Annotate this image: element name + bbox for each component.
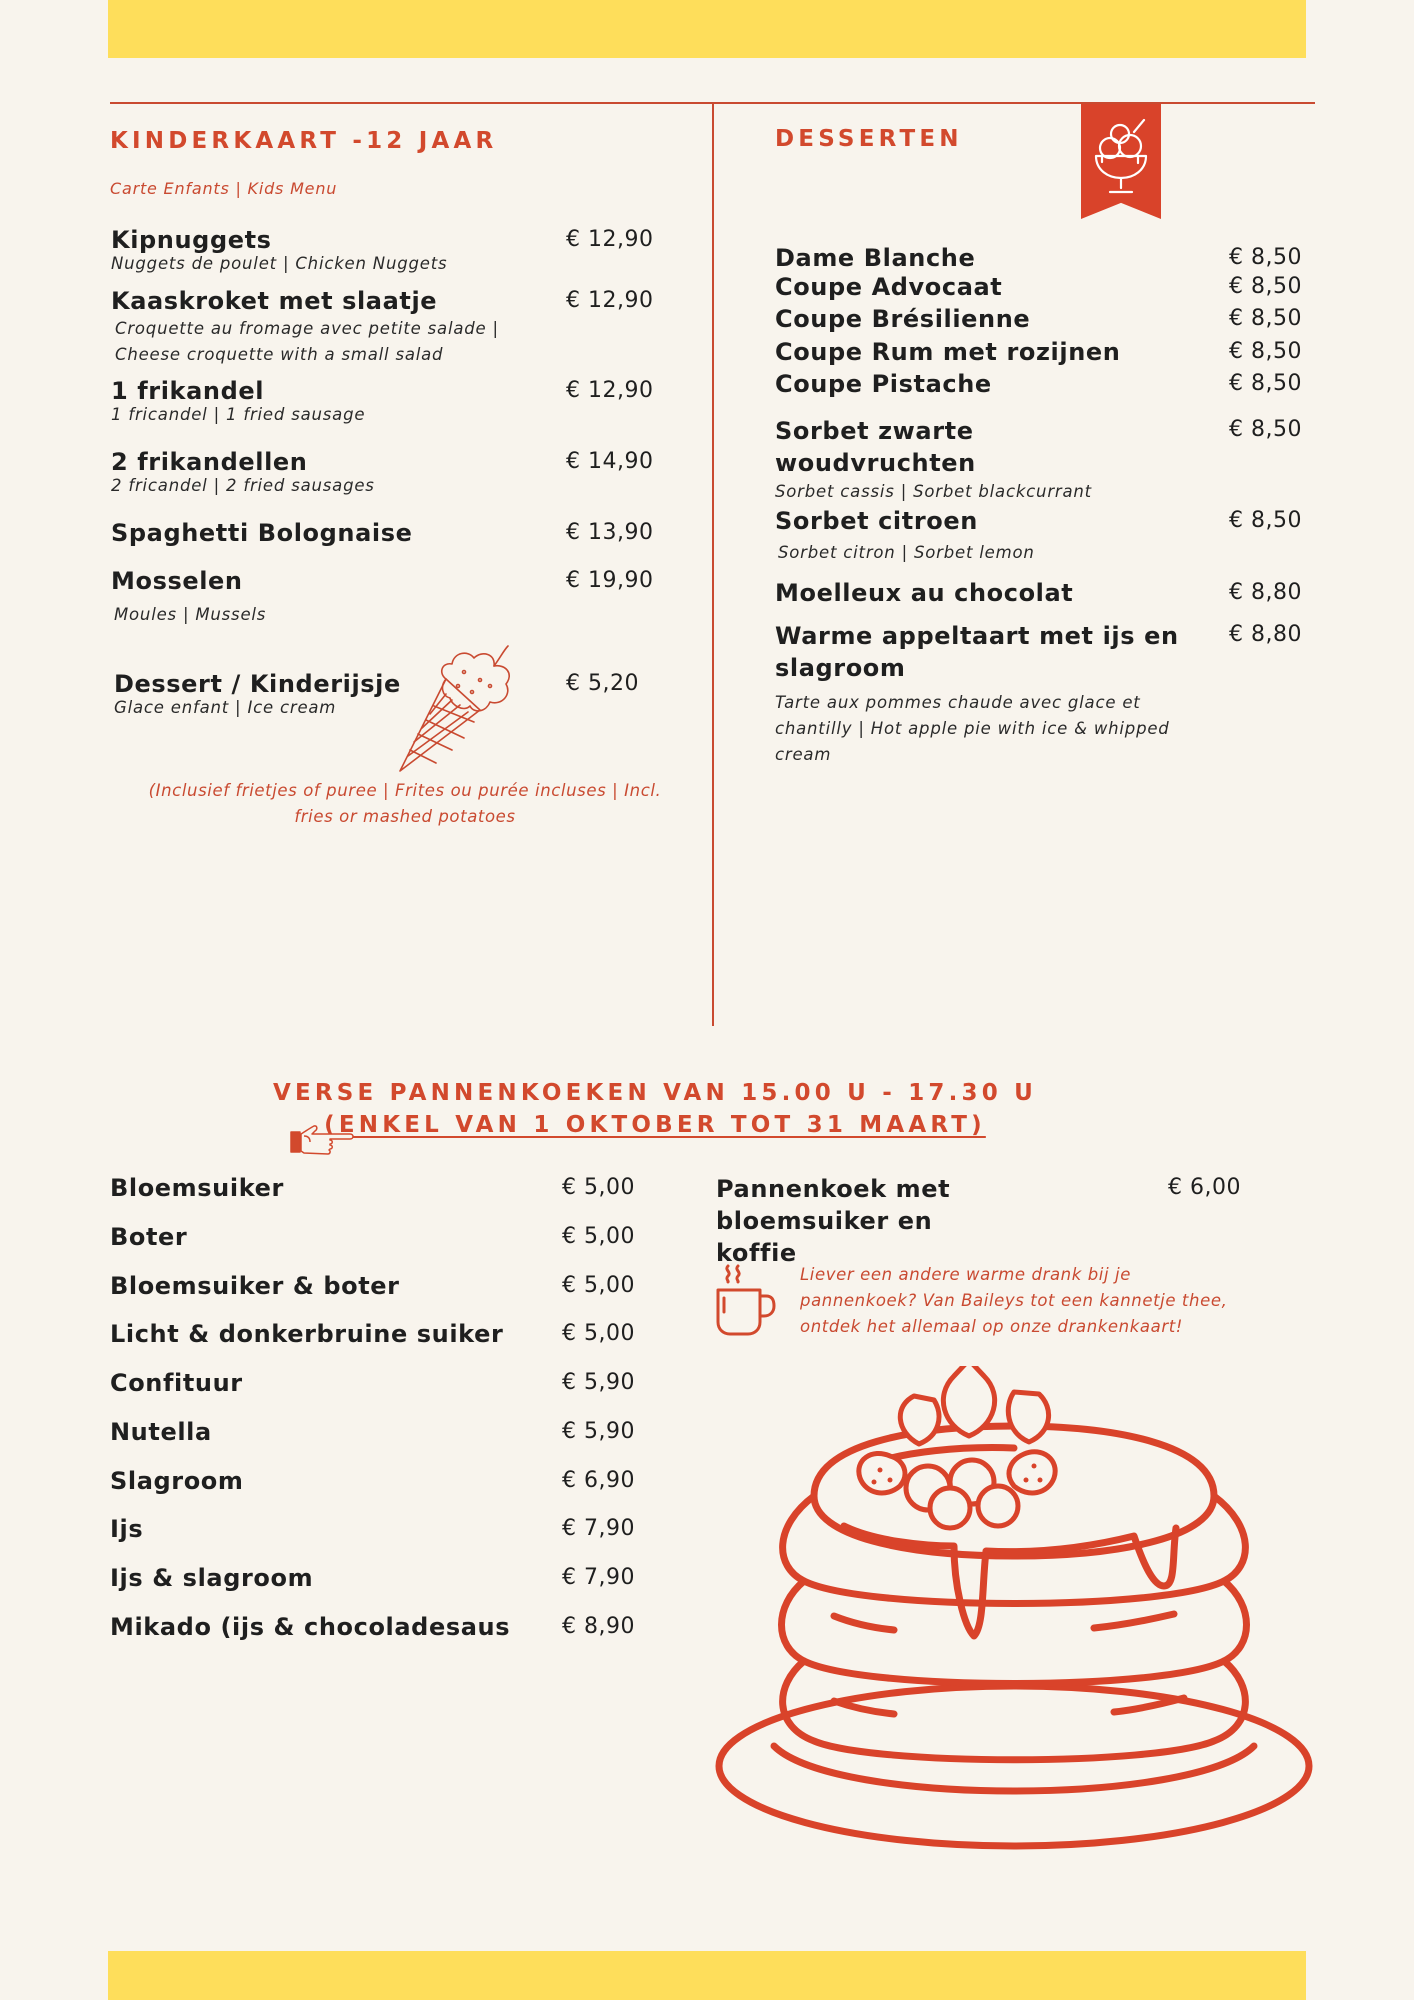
pointing-hand-icon bbox=[290, 1122, 354, 1156]
kids-price: € 19,90 bbox=[566, 568, 654, 593]
dessert-price: € 8,50 bbox=[1229, 339, 1302, 364]
drink-note: Liever een andere warme drank bij je pannenkoek? Van Baileys tot een kannetje thee, ontdek het allemaal op onze drankenkaart! bbox=[800, 1265, 1228, 1336]
dessert-price: € 8,80 bbox=[1229, 580, 1302, 605]
pancake-price: € 5,90 bbox=[562, 1370, 635, 1395]
kids-item: Mosselen Moules | Mussels bbox=[111, 567, 267, 624]
pancake-price: € 5,00 bbox=[562, 1273, 635, 1298]
dessert-price: € 8,50 bbox=[1229, 508, 1302, 533]
sundae-icon bbox=[1088, 116, 1154, 200]
top-band bbox=[108, 0, 1306, 58]
pancake-price: € 5,90 bbox=[562, 1419, 635, 1444]
dessert-item: Coupe Pistache bbox=[775, 370, 992, 398]
kids-price: € 12,90 bbox=[566, 288, 654, 313]
pancake-stack-icon bbox=[714, 1366, 1320, 1886]
dessert-price: € 8,50 bbox=[1229, 306, 1302, 331]
pancake-item: Licht & donkerbruine suiker bbox=[110, 1320, 504, 1348]
pancake-item: Confituur bbox=[110, 1369, 243, 1397]
kids-price: € 5,20 bbox=[566, 671, 639, 696]
pancake-item: Boter bbox=[110, 1223, 188, 1251]
kids-price: € 13,90 bbox=[566, 520, 654, 545]
pancake-item: Nutella bbox=[110, 1418, 212, 1446]
desserts-title: DESSERTEN bbox=[775, 126, 963, 152]
dessert-item: Moelleux au chocolat bbox=[775, 579, 1074, 607]
ice-cream-cone-icon bbox=[390, 640, 540, 776]
pancake-price: € 8,90 bbox=[562, 1614, 635, 1639]
kids-price: € 12,90 bbox=[566, 227, 654, 252]
pancake-price: € 7,90 bbox=[562, 1565, 635, 1590]
pancake-item: Slagroom bbox=[110, 1467, 244, 1495]
pancake-item: Bloemsuiker bbox=[110, 1174, 284, 1202]
dessert-item: Coupe Brésilienne bbox=[775, 305, 1031, 333]
kids-price: € 12,90 bbox=[566, 378, 654, 403]
dessert-item: Coupe Advocaat bbox=[775, 273, 1003, 301]
pancake-price: € 5,00 bbox=[562, 1175, 635, 1200]
kids-item: Dessert / Kinderijsje Glace enfant | Ice cream bbox=[114, 670, 401, 717]
pancakes-title: VERSE PANNENKOEKEN VAN 15.00 U - 17.30 U (ENKEL VAN 1 OKTOBER TOT 31 MAART) bbox=[272, 1080, 1038, 1138]
vertical-divider bbox=[712, 104, 714, 1026]
pancake-price: € 6,90 bbox=[562, 1468, 635, 1493]
dessert-price: € 8,80 bbox=[1229, 622, 1302, 647]
dessert-price: € 8,50 bbox=[1229, 417, 1302, 442]
dessert-item: Dame Blanche bbox=[775, 244, 976, 272]
kids-item: 2 frikandellen 2 fricandel | 2 fried sausages bbox=[111, 448, 375, 495]
dessert-item: Sorbet citroen Sorbet citron | Sorbet lemon bbox=[775, 507, 1035, 562]
pancake-combo-price: € 6,00 bbox=[1168, 1175, 1241, 1200]
kids-item: Kaaskroket met slaatje Croquette au fromage avec petite salade | Cheese croquette with a small salad bbox=[111, 287, 499, 364]
kids-side-dish-note: (Inclusief frietjes of puree | Frites ou purée incluses | Incl. fries or mashed potatoes bbox=[148, 781, 662, 826]
pancake-price: € 5,00 bbox=[562, 1321, 635, 1346]
kids-item: Kipnuggets Nuggets de poulet | Chicken Nuggets bbox=[111, 226, 448, 273]
pancake-price: € 5,00 bbox=[562, 1224, 635, 1249]
dessert-price: € 8,50 bbox=[1229, 245, 1302, 270]
dessert-item: Warme appeltaart met ijs en slagroom Tarte aux pommes chaude avec glace et chantilly | Hot apple pie with ice & whipped cream bbox=[775, 622, 1179, 764]
pancake-item: Ijs bbox=[110, 1515, 144, 1543]
pancake-item: Mikado (ijs & chocoladesaus bbox=[110, 1613, 511, 1641]
coffee-cup-icon bbox=[714, 1262, 778, 1338]
dessert-item: Sorbet zwarte woudvruchten Sorbet cassis | Sorbet blackcurrant bbox=[775, 417, 1092, 501]
pancake-price: € 7,90 bbox=[562, 1516, 635, 1541]
kids-menu-subtitle: Carte Enfants | Kids Menu bbox=[110, 179, 338, 198]
kids-item: Spaghetti Bolognaise bbox=[111, 519, 413, 547]
bottom-band bbox=[108, 1951, 1306, 2000]
kids-price: € 14,90 bbox=[566, 449, 654, 474]
pancake-item: Ijs & slagroom bbox=[110, 1564, 314, 1592]
kids-item: 1 frikandel 1 fricandel | 1 fried sausage bbox=[111, 377, 366, 424]
kids-menu-title: KINDERKAART -12 JAAR bbox=[110, 128, 498, 154]
dessert-price: € 8,50 bbox=[1229, 274, 1302, 299]
pancake-combo-item: Pannenkoek met bloemsuiker en koffie bbox=[716, 1175, 951, 1267]
dessert-item: Coupe Rum met rozijnen bbox=[775, 338, 1121, 366]
pancake-item: Bloemsuiker & boter bbox=[110, 1272, 400, 1300]
dessert-price: € 8,50 bbox=[1229, 371, 1302, 396]
